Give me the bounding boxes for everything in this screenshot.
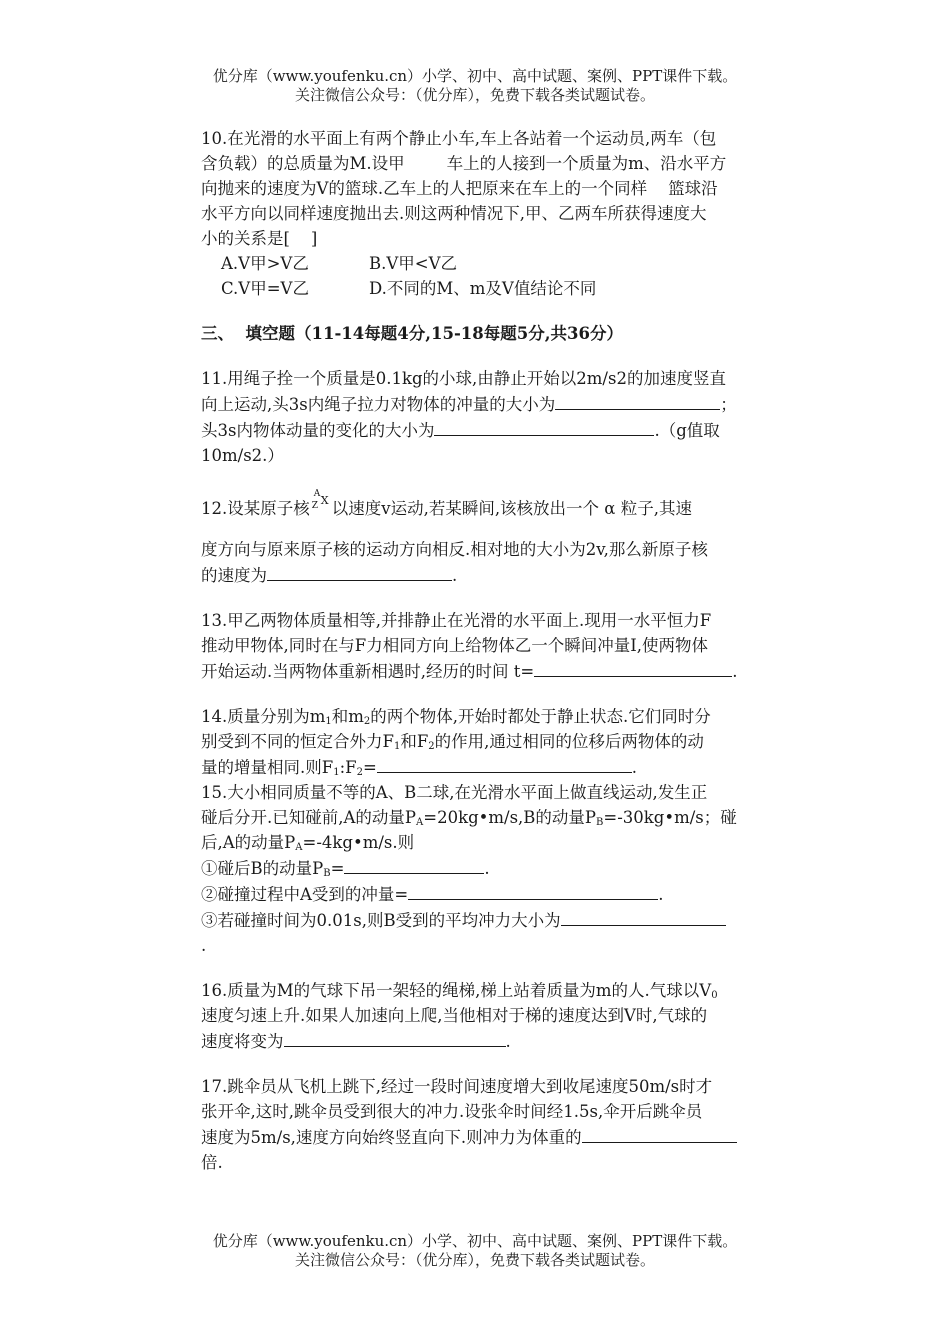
q15-text: 碰后分开.已知碰前,A的动量P: [201, 808, 417, 827]
q15-text: .: [484, 859, 490, 878]
q12-line-3-text: 的速度为: [201, 566, 267, 585]
q15-text: 后,A的动量P: [201, 833, 296, 852]
nuclide-symbol: [310, 489, 332, 518]
answer-blank[interactable]: [434, 417, 654, 436]
q11-line-3: [201, 417, 811, 443]
q15-item-3-end: .: [201, 936, 207, 955]
nuclide-atomic-number: Z: [311, 501, 319, 511]
q13-line-3-end: .: [732, 662, 738, 681]
q14-line-2: [201, 729, 811, 754]
answer-blank[interactable]: [534, 658, 732, 677]
q11-line-3-text: 头3s内物体动量的变化的大小为: [201, 421, 435, 440]
q16-line-1: [201, 978, 811, 1003]
q10-line-5: 小的关系是[ ]: [201, 229, 318, 248]
q14-text: 的两个物体,开始时都处于静止状态.它们同时分: [370, 707, 711, 726]
answer-blank[interactable]: [408, 881, 658, 900]
answer-blank[interactable]: [267, 562, 452, 581]
q10-option-c: C.V甲=V乙: [221, 279, 309, 298]
q16-line-2: 速度匀速上升.如果人加速向上爬,当他相对于梯的速度达到V时,气球的: [201, 1006, 708, 1025]
q17-line-3: [201, 1124, 811, 1150]
answer-blank[interactable]: [377, 754, 632, 773]
q13-line-2: 推动甲物体,同时在与F力相同方向上给物体乙一个瞬间冲量I,使两物体: [201, 636, 708, 655]
q13-line-3-text: 开始运动.当两物体重新相遇时,经历的时间 t=: [201, 662, 535, 681]
subscript: 1: [333, 767, 340, 778]
page-header: [0, 67, 950, 105]
question-12: [201, 489, 811, 588]
q10-option-a: A.V甲>V乙: [221, 254, 309, 273]
q11-line-1: 11.用绳子拴一个质量是0.1kg的小球,由静止开始以2m/s2的加速度竖直: [201, 369, 726, 388]
q12-line-3-end: .: [452, 566, 458, 585]
header-line-1: 优分库（www.youfenku.cn）小学、初中、高中试题、案例、PPT课件下载。: [212, 67, 738, 85]
answer-blank[interactable]: [344, 855, 484, 874]
q10-options-row-2: [201, 276, 811, 301]
q16-text: 速度将变为: [201, 1032, 284, 1051]
question-13: [201, 608, 811, 684]
q14-text: =: [362, 758, 377, 777]
q14-text: 的作用,通过相同的位移后两物体的动: [434, 732, 704, 751]
q12-line-2: 度方向与原来原子核的运动方向相反.相对地的大小为2v,那么新原子核: [201, 540, 708, 559]
subscript: A: [295, 842, 303, 853]
q14-line-3: [201, 754, 811, 780]
nuclide-mass-number: A: [313, 489, 321, 499]
q10-line-2: 含负载）的总质量为M.设甲 车上的人接到一个质量为m、沿水平方: [201, 154, 727, 173]
q10-options-row-1: [201, 251, 811, 276]
q15-line-2: [201, 805, 811, 830]
question-10: [201, 126, 811, 301]
q10-line-1: 10.在光滑的水平面上有两个静止小车,车上各站着一个运动员,两车（包: [201, 129, 717, 148]
subscript: B: [323, 868, 331, 879]
answer-blank[interactable]: [284, 1028, 506, 1047]
question-11: [201, 366, 811, 468]
question-16: [201, 978, 811, 1054]
q14-text: 14.质量分别为m: [201, 707, 326, 726]
q14-text: :F: [339, 758, 357, 777]
header-line-2: 关注微信公众号：（优分库），免费下载各类试题试卷。: [294, 86, 655, 104]
answer-blank[interactable]: [582, 1124, 737, 1143]
q11-line-3-end: .（g值取: [654, 421, 720, 440]
q16-text: .: [505, 1032, 511, 1051]
q11-line-2-text: 向上运动,头3s内绳子拉力对物体的冲量的大小为: [201, 395, 556, 414]
q15-item-3: [201, 907, 811, 933]
subscript: 2: [356, 767, 363, 778]
footer-line-2: 关注微信公众号：（优分库），免费下载各类试题试卷。: [294, 1251, 655, 1269]
q14-line-1: [201, 704, 811, 729]
question-15: [201, 780, 811, 958]
q15-item-2: [201, 881, 811, 907]
q14-text: 和m: [331, 707, 364, 726]
q10-line-3: 向抛来的速度为V的篮球.乙车上的人把原来在车上的一个同样 篮球沿: [201, 179, 718, 198]
subscript: A: [416, 817, 424, 828]
answer-blank[interactable]: [561, 907, 726, 926]
q17-line-1: 17.跳伞员从飞机上跳下,经过一段时间速度增大到收尾速度50m/s时才: [201, 1077, 713, 1096]
q15-text: =: [330, 859, 345, 878]
subscript: B: [596, 817, 604, 828]
q15-text: .: [658, 885, 664, 904]
q12-line-1-text: 12.设某原子核: [201, 499, 310, 518]
question-17: [201, 1074, 811, 1175]
q15-item-1: [201, 855, 811, 881]
exam-content: [201, 126, 811, 1175]
q15-line-3: [201, 830, 811, 855]
q17-text: 速度为5m/s,速度方向始终竖直向下.则冲力为体重的: [201, 1128, 582, 1147]
subscript: 1: [393, 741, 401, 752]
q15-line-1: 15.大小相同质量不等的A、B二球,在光滑水平面上做直线运动,发生正: [201, 783, 708, 802]
subscript: 1: [325, 716, 332, 727]
q13-line-1: 13.甲乙两物体质量相等,并排静止在光滑的水平面上.现用一水平恒力F: [201, 611, 712, 630]
q17-line-2: 张开伞,这时,跳伞员受到很大的冲力.设张伞时间经1.5s,伞开后跳伞员: [201, 1102, 703, 1121]
q14-text: 别受到不同的恒定合外力F: [201, 732, 394, 751]
section-heading: 三、 填空题（11-14每题4分,15-18每题5分,共36分）: [201, 324, 623, 343]
nuclide-element: X: [320, 494, 329, 507]
q15-text: ①碰后B的动量P: [201, 859, 324, 878]
q15-text: =20kg•m/s,B的动量P: [423, 808, 597, 827]
q12-line-3: [201, 562, 811, 588]
q14-text: .: [631, 758, 638, 777]
q16-line-3: [201, 1028, 811, 1054]
q16-text: 16.质量为M的气球下吊一架轻的绳梯,梯上站着质量为m的人.气球以V: [201, 981, 712, 1000]
page-footer: [0, 1232, 950, 1270]
q14-text: 量的增量相同.则F: [201, 758, 334, 777]
question-14: [201, 704, 811, 780]
subscript: 0: [711, 990, 718, 1001]
subscript: 2: [428, 741, 435, 752]
answer-blank[interactable]: [555, 391, 720, 410]
q13-line-3: [201, 658, 811, 684]
q12-line-1-rest: 以速度v运动,若某瞬间,该核放出一个 α 粒子,其速: [331, 499, 692, 518]
q17-line-4: 倍.: [201, 1153, 223, 1172]
q15-text: ③若碰撞时间为0.01s,则B受到的平均冲力大小为: [201, 911, 561, 930]
q10-option-d: D.不同的M、m及V值结论不同: [369, 279, 597, 298]
subscript: 2: [363, 716, 371, 727]
footer-line-1: 优分库（www.youfenku.cn）小学、初中、高中试题、案例、PPT课件下载。: [212, 1232, 738, 1250]
q15-text: =-30kg•m/s；碰: [603, 808, 737, 827]
q11-line-4: 10m/s2.）: [201, 446, 284, 465]
q12-line-1: [201, 489, 811, 521]
q11-line-2-end: ；: [720, 395, 737, 414]
q10-option-b: B.V甲<V乙: [369, 254, 458, 273]
q15-text: =-4kg•m/s.则: [302, 833, 415, 852]
q11-line-2: [201, 391, 811, 417]
q14-text: 和F: [400, 732, 429, 751]
q10-line-4: 水平方向以同样速度抛出去.则这两种情况下,甲、乙两车所获得速度大: [201, 204, 707, 223]
q15-text: ②碰撞过程中A受到的冲量=: [201, 885, 409, 904]
